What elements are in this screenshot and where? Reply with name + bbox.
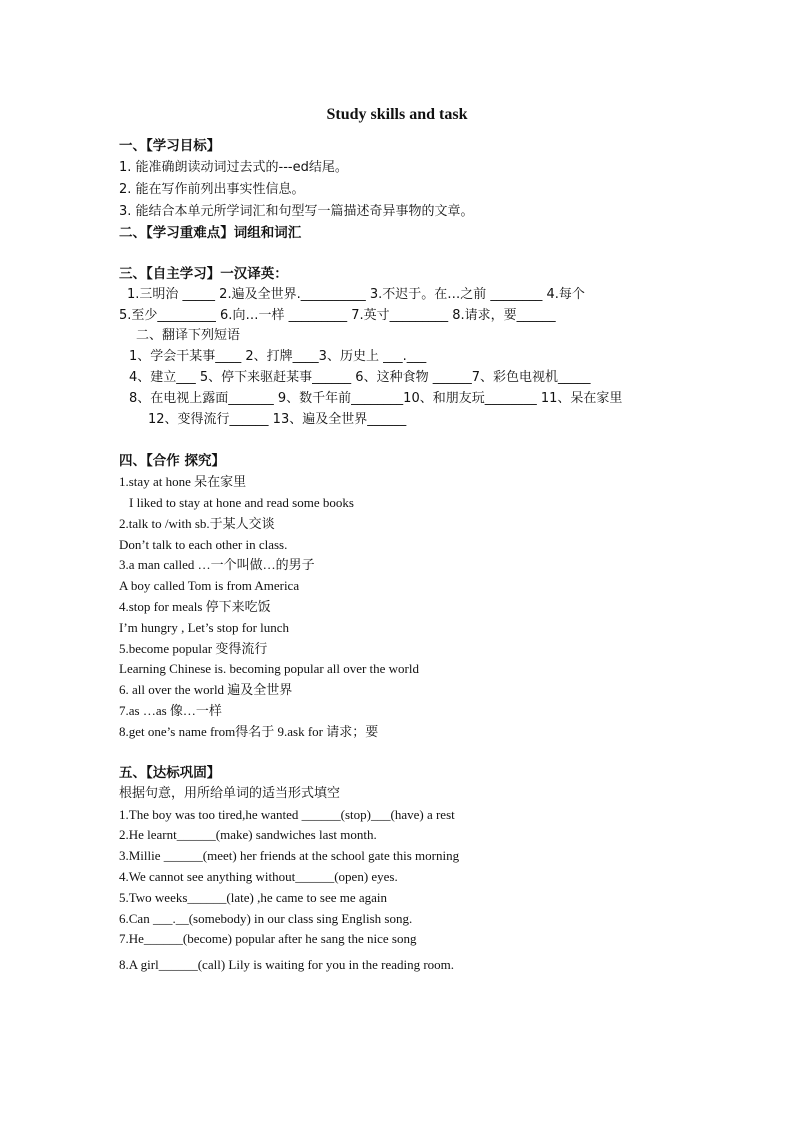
exercise-line: 1.The boy was too tired,he wanted ______(stop)___(have) a rest: [119, 807, 455, 822]
example-line: I liked to stay at hone and read some books: [129, 495, 354, 510]
exercise-line: 5.Two weeks______(late) ,he came to see me again: [119, 890, 388, 905]
section2-heading: 二、【学习重难点】词组和词汇: [119, 225, 302, 241]
translation-line: 1.三明治 _____ 2.遍及全世界.__________ 3.不迟于。在…之前 ________ 4.每个: [127, 287, 585, 302]
exercise-instruction: 根据句意，用所给单词的适当形式填空: [119, 786, 341, 801]
exercise-line: 8.A girl______(call) Lily is waiting for you in the reading room.: [119, 957, 455, 972]
example-line: A boy called Tom is from America: [119, 578, 300, 593]
example-line: I’m hungry , Let’s stop for lunch: [119, 620, 290, 635]
objective-item: 2. 能在写作前列出事实性信息。: [119, 182, 305, 197]
translation-line: 8、在电视上露面_______ 9、数千年前________10、和朋友玩________ 11、呆在家里: [129, 391, 623, 406]
translation-line: 5.至少_________ 6.向…一样 _________ 7.英寸_________ 8.请求，要______: [119, 308, 556, 323]
phrase-line: 4.stop for meals 停下来吃饭: [119, 599, 271, 614]
section5-heading: 五、【达标巩固】: [119, 765, 221, 781]
objective-item: 1. 能准确朗读动词过去式的---ed结尾。: [119, 160, 348, 175]
exercise-line: 2.He learnt______(make) sandwiches last month.: [119, 827, 377, 842]
objective-item: 3. 能结合本单元所学词汇和句型写一篇描述奇异事物的文章。: [119, 204, 474, 219]
example-line: Don’t talk to each other in class.: [119, 537, 288, 552]
section4-heading: 四、【合作 探究】: [119, 453, 225, 469]
phrase-line: 2.talk to /with sb.于某人交谈: [119, 516, 275, 531]
translation-line: 12、变得流行______ 13、遍及全世界______: [148, 412, 407, 427]
exercise-line: 3.Millie ______(meet) her friends at the school gate this morning: [119, 848, 460, 863]
phrase-line: 5.become popular 变得流行: [119, 641, 268, 656]
phrase-line: 1.stay at hone 呆在家里: [119, 474, 247, 489]
exercise-line: 4.We cannot see anything without______(open) eyes.: [119, 869, 398, 884]
translation-line: 1、学会干某事____ 2、打牌____3、历史上 ___.___: [129, 349, 427, 364]
phrase-line: 3.a man called …一个叫做…的男子: [119, 557, 315, 572]
phrase-line: 6. all over the world 遍及全世界: [119, 682, 293, 697]
page-title: Study skills and task: [326, 106, 468, 123]
translation-line: 4、建立___ 5、停下来驱赶某事______ 6、这种食物 ______7、彩色电视机_____: [129, 370, 591, 385]
phrase-line: 8.get one’s name from得名于 9.ask for 请求；要: [119, 724, 379, 739]
subsection-heading: 二、翻译下列短语: [136, 328, 241, 343]
section3-heading: 三、【自主学习】一汉译英：: [119, 266, 288, 282]
example-line: Learning Chinese is. becoming popular all over the world: [119, 661, 420, 676]
section1-heading: 一、【学习目标】: [119, 138, 221, 154]
exercise-line: 7.He______(become) popular after he sang the nice song: [119, 931, 417, 946]
exercise-line: 6.Can ___.__(somebody) in our class sing English song.: [119, 911, 413, 926]
phrase-line: 7.as …as 像…一样: [119, 703, 222, 718]
